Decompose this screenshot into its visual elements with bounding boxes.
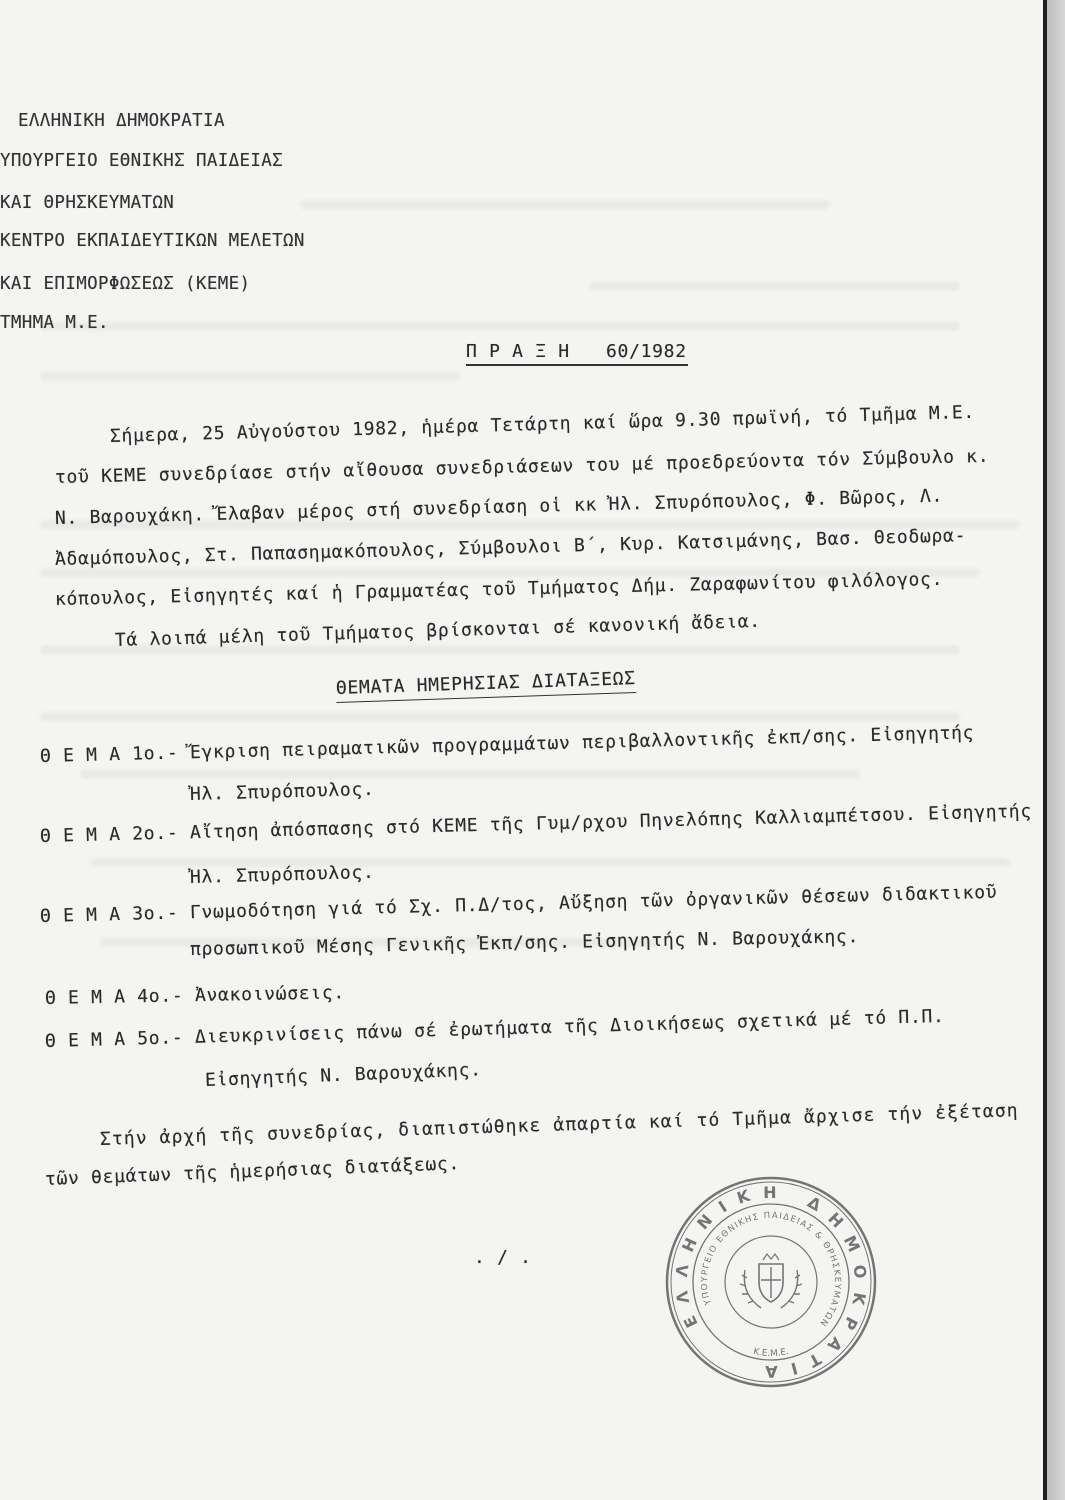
coat-of-arms-icon — [740, 1254, 802, 1308]
agenda-item — [45, 982, 345, 1010]
agenda-item — [40, 882, 998, 928]
show-through-smudge — [40, 712, 960, 721]
agenda-item-text: Γνωμοδότηση γιά τό Σχ. Π.Δ/τος, Αὔξηση τῶν ὀργανικῶν θέσεων διδακτικοῦ — [189, 881, 998, 924]
document-title-number: 60/1982 — [606, 341, 687, 362]
minutes-line: Σήμερα, 25 Αὐγούστου 1982, ἡμέρα Τετάρτη καί ὥρα 9.30 πρωϊνή, τό Τμῆμα Μ.Ε. — [109, 401, 976, 447]
agenda-item — [40, 722, 975, 768]
agenda-item-continuation: προσωπικοῦ Μέσης Γενικῆς Ἐκπ/σης. Εἰσηγητής Ν. Βαρουχάκης. — [189, 926, 860, 960]
agenda-heading: ΘΕΜΑΤΑ ΗΜΕΡΗΣΙΑΣ ΔΙΑΤΑΞΕΩΣ — [336, 668, 637, 703]
agenda-item-text: Αἴτηση ἀπόσπασης στό ΚΕΜΕ τῆς Γυμ/ρχου Πηνελόπης Καλλιαμπέτσου. Εἰσηγητής — [189, 800, 1033, 844]
agenda-item-text: Διευκρινίσεις πάνω σέ ἐρωτήματα τῆς Διοικήσεως σχετικά μέ τό Π.Π. — [194, 1005, 945, 1048]
agenda-item-label: Θ Ε Μ Α 4ο.- — [44, 985, 184, 1009]
minutes-line: Ἀδαμόπουλος, Στ. Παπασημακόπουλος, Σύμβουλοι Β΄, Κυρ. Κατσιμάνης, Βασ. Θεοδωρα- — [54, 525, 967, 570]
agenda-item-text: Ἔγκριση πειραματικῶν προγραμμάτων περιβαλλοντικῆς ἐκπ/σης. Εἰσηγητής — [189, 722, 975, 764]
header-line-republic: ΕΛΛΗΝΙΚΗ ΔΗΜΟΚΡΑΤΙΑ — [18, 111, 225, 131]
header-line-department: ΤΜΗΜΑ Μ.Ε. — [0, 313, 109, 333]
header-line-ministry: ΥΠΟΥΡΓΕΙΟ ΕΘΝΙΚΗΣ ΠΑΙΔΕΙΑΣ — [0, 151, 284, 171]
agenda-item-text: Ἀνακοινώσεις. — [194, 982, 346, 1007]
agenda-item-label: Θ Ε Μ Α 3ο.- — [39, 902, 179, 927]
closing-line: Στήν ἀρχή τῆς συνεδρίας, διαπιστώθηκε ἀπαρτία καί τό Τμῆμα ἄρχισε τήν ἐξέταση — [99, 1100, 1020, 1150]
stamp-bottom-textpath: Κ.Ε.Μ.Ε. — [752, 1346, 790, 1360]
agenda-item-continuation: Ἠλ. Σπυρόπουλος. — [189, 778, 375, 805]
agenda-item — [40, 801, 1032, 848]
stamp-outer-textpath: ΕΛΛΗΝΙΚΗ ΔΗΜΟΚΡΑΤΙΑ — [671, 1182, 871, 1382]
minutes-line: κόπουλος, Εἰσηγητές καί ἡ Γραμματέας τοῦ Τμήματος Δήμ. Ζαραφωνίτου φιλόλογος. — [54, 568, 944, 610]
official-stamp — [661, 1172, 881, 1392]
show-through-smudge — [40, 372, 460, 381]
header-line-centre-cont: ΚΑΙ ΕΠΙΜΟΡΦΩΣΕΩΣ (ΚΕΜΕ) — [0, 274, 251, 294]
agenda-item-continuation: Εἰσηγητής Ν. Βαρουχάκης. — [204, 1059, 483, 1091]
show-through-smudge — [590, 282, 960, 291]
show-through-smudge — [300, 200, 830, 209]
closing-line: τῶν θεμάτων τῆς ἡμερήσιας διατάξεως. — [44, 1153, 461, 1190]
title-underline — [466, 364, 688, 366]
page-edge-shadow — [1047, 0, 1065, 1500]
page-continuation-mark: . / . — [474, 1247, 532, 1268]
header-line-ministry-cont: ΚΑΙ ΘΡΗΣΚΕΥΜΑΤΩΝ — [0, 193, 175, 213]
minutes-line: Ν. Βαρουχάκη. Ἔλαβαν μέρος στή συνεδρίαση οἱ κκ Ἠλ. Σπυρόπουλος, Φ. Βῶρος, Λ. — [54, 485, 944, 529]
agenda-item-label: Θ Ε Μ Α 1ο.- — [39, 742, 179, 767]
agenda-item-label: Θ Ε Μ Α 5ο.- — [44, 1027, 184, 1052]
agenda-item — [45, 1006, 945, 1053]
stamp-inner-textpath: ΥΠΟΥΡΓΕΙΟ ΕΘΝΙΚΗΣ ΠΑΙΔΕΙΑΣ & ΘΡΗΣΚΕΥΜΑΤΩΝ — [699, 1210, 843, 1328]
header-line-centre: ΚΕΝΤΡΟ ΕΚΠΑΙΔΕΥΤΙΚΩΝ ΜΕΛΕΤΩΝ — [0, 231, 305, 251]
leave-note: Τά λοιπά μέλη τοῦ Τμήματος βρίσκονται σέ κανονική ἄδεια. — [114, 610, 762, 651]
show-through-smudge — [80, 770, 860, 779]
minutes-line: τοῦ ΚΕΜΕ συνεδρίασε στήν αἴθουσα συνεδριάσεων του μέ προεδρεύοντα τόν Σύμβουλο κ. — [54, 445, 990, 488]
show-through-smudge — [40, 322, 960, 331]
stamp-bottom-text — [752, 1347, 790, 1359]
agenda-item-label: Θ Ε Μ Α 2ο.- — [39, 822, 179, 847]
agenda-item-continuation: Ἠλ. Σπυρόπουλος. — [189, 861, 375, 888]
document-title-label: Π Ρ Α Ξ Η — [466, 341, 570, 362]
